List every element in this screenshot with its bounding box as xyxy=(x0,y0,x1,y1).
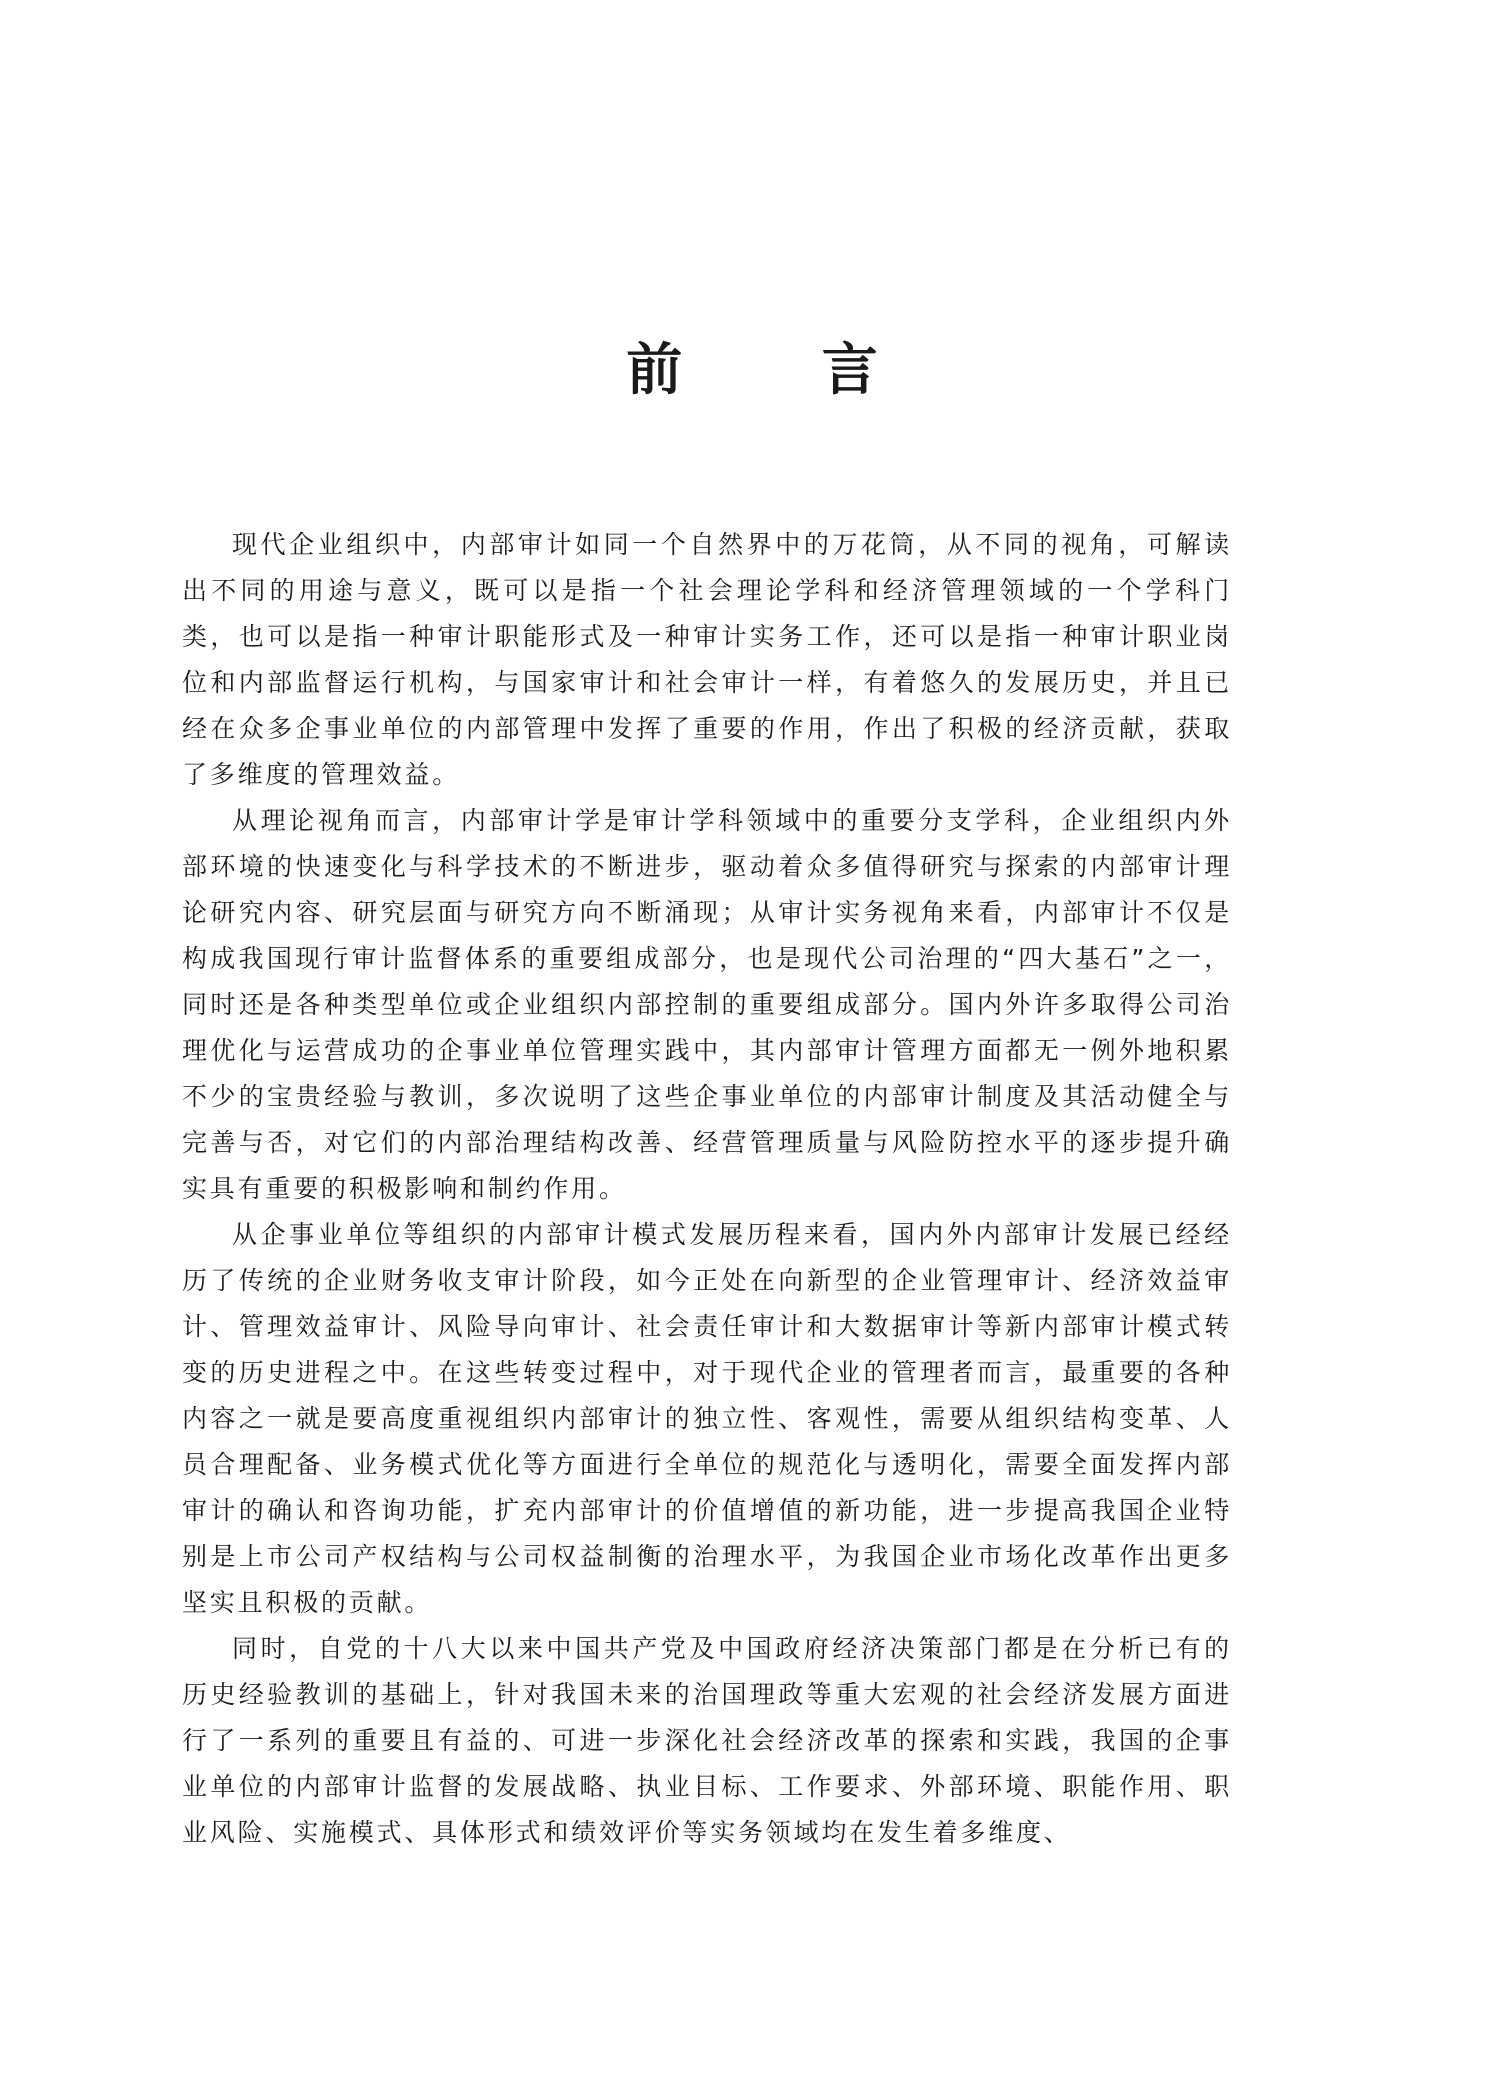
paragraph-4: 同时，自党的十八大以来中国共产党及中国政府经济决策部门都是在分析已有的历史经验教训的基础上，针对我国未来的治国理政等重大宏观的社会经济发展方面进行了一系列的重要且有益的、可进一步深化社会经济改革的探索和实践，我国的企事业单位的内部审计监督的发展战略、执业目标、工作要求、外部环境、职能作用、职业风险、实施模式、具体形式和绩效评价等实务领域均在发生着多维度、 xyxy=(182,1634,1232,1847)
body-text xyxy=(182,522,1232,1856)
paragraph-2: 从理论视角而言，内部审计学是审计学科领域中的重要分支学科，企业组织内外部环境的快速变化与科学技术的不断进步，驱动着众多值得研究与探索的内部审计理论研究内容、研究层面与研究方向不断涌现；从审计实务视角来看，内部审计不仅是构成我国现行审计监督体系的重要组成部分，也是现代公司治理的“四大基石”之一，同时还是各种类型单位或企业组织内部控制的重要组成部分。国内外许多取得公司治理优化与运营成功的企事业单位管理实践中，其内部审计管理方面都无一例外地积累不少的宝贵经验与教训，多次说明了这些企事业单位的内部审计制度及其活动健全与完善与否，对它们的内部治理结构改善、经营管理质量与风险防控水平的逐步提升确实具有重要的积极影响和制约作用。 xyxy=(182,806,1232,1203)
paragraph-3: 从企事业单位等组织的内部审计模式发展历程来看，国内外内部审计发展已经经历了传统的企业财务收支审计阶段，如今正处在向新型的企业管理审计、经济效益审计、管理效益审计、风险导向审计、社会责任审计和大数据审计等新内部审计模式转变的历史进程之中。在这些转变过程中，对于现代企业的管理者而言，最重要的各种内容之一就是要高度重视组织内部审计的独立性、客观性，需要从组织结构变革、人员合理配备、业务模式优化等方面进行全单位的规范化与透明化，需要全面发挥内部审计的确认和咨询功能，扩充内部审计的价值增值的新功能，进一步提高我国企业特别是上市公司产权结构与公司权益制衡的治理水平，为我国企业市场化改革作出更多坚实且积极的贡献。 xyxy=(182,1220,1232,1617)
page-title: 前 言 xyxy=(626,337,938,403)
paragraph-1: 现代企业组织中，内部审计如同一个自然界中的万花筒，从不同的视角，可解读出不同的用途与意义，既可以是指一个社会理论学科和经济管理领域的一个学科门类，也可以是指一种审计职能形式及一种审计实务工作，还可以是指一种审计职业岗位和内部监督运行机构，与国家审计和社会审计一样，有着悠久的发展历史，并且已经在众多企事业单位的内部管理中发挥了重要的作用，作出了积极的经济贡献，获取了多维度的管理效益。 xyxy=(182,530,1232,789)
